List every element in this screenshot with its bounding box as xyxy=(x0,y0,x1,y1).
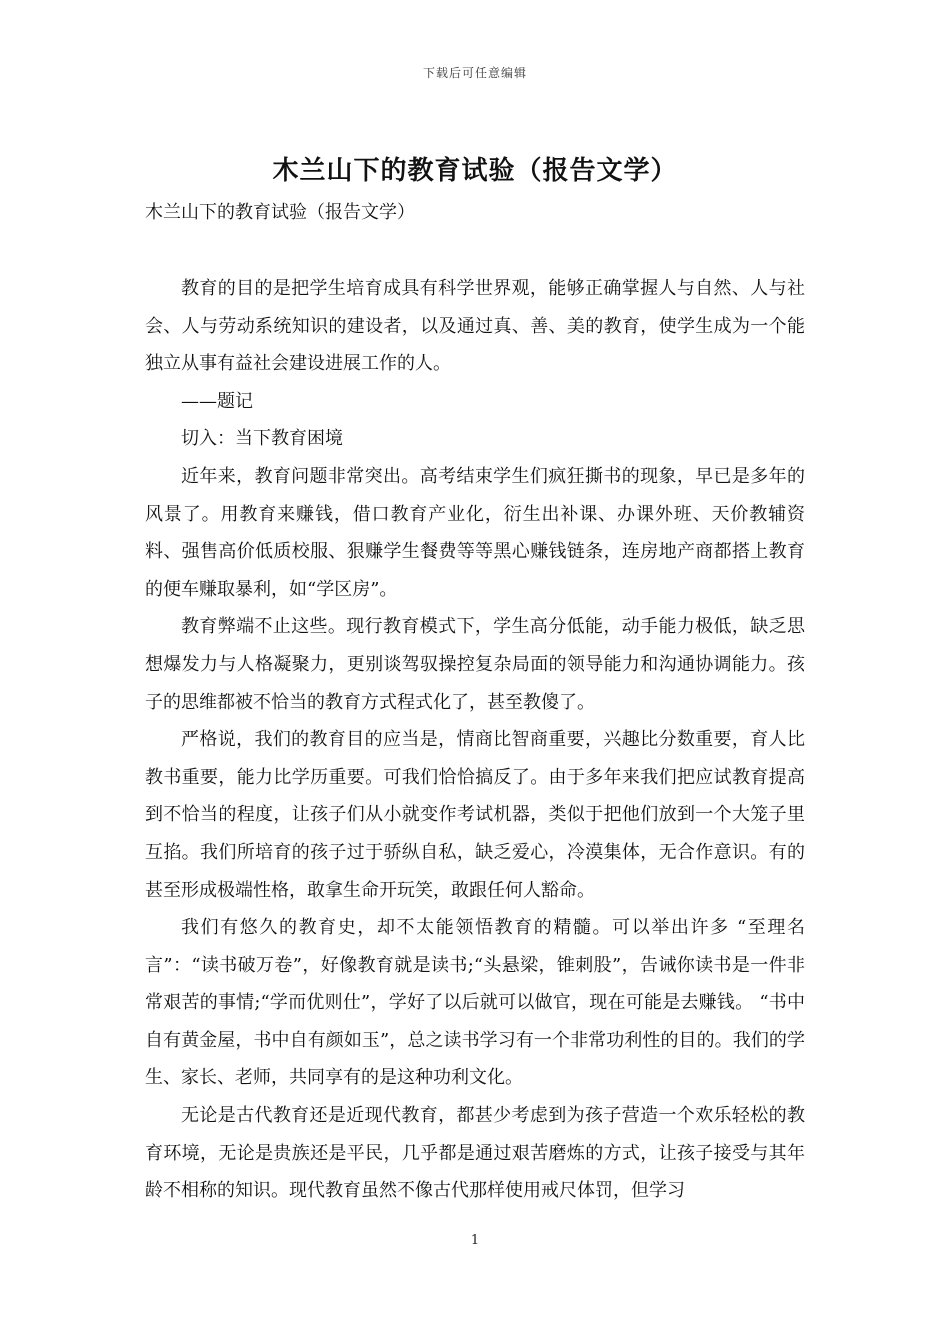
document-subtitle: 木兰山下的教育试验（报告文学） xyxy=(145,202,415,223)
paragraph: 近年来，教育问题非常突出。高考结束学生们疯狂撕书的现象，早已是多年的风景了。用教育来赚钱，借口教育产业化，衍生出补课、办课外班、天价教辅资料、强售高价低质校服、狠赚学生餐费等等黑心赚钱链条，连房地产商都搭上教育的便车赚取暴利，如“学区房”。 xyxy=(145,465,805,600)
paragraph-epigraph: 教育的目的是把学生培育成具有科学世界观，能够正确掌握人与自然、人与社会、人与劳动系统知识的建设者，以及通过真、善、美的教育，使学生成为一个能独立从事有益社会建设进展工作的人。 xyxy=(145,278,805,375)
paragraph: 我们有悠久的教育史，却不太能领悟教育的精髓。可以举出许多 “至理名言”：“读书破万卷”，好像教育就是读书;“头悬梁，锥刺股”，告诫你读书是一件非常艰苦的事情;“学而优则仕”，学好了以后就可以做官，现在可能是去赚钱。 “书中自有黄金屋，书中自有颜如玉”，总之读书学习有一个非常功利性的目的。我们的学生、家长、老师，共同享有的是这种功利文化。 xyxy=(145,917,805,1089)
page-number: 1 xyxy=(470,1233,480,1248)
document-title: 木兰山下的教育试验（报告文学） xyxy=(272,156,678,186)
paragraph: 严格说，我们的教育目的应当是，情商比智商重要，兴趣比分数重要，育人比教书重要，能力比学历重要。可我们恰恰搞反了。由于多年来我们把应试教育提高到不恰当的程度，让孩子们从小就变作考试机器，类似于把他们放到一个大笼子里互掐。我们所培育的孩子过于骄纵自私，缺乏爱心，冷漠集体，无合作意识。有的甚至形成极端性格，敢拿生命开玩笑，敢跟任何人豁命。 xyxy=(145,729,805,901)
paragraph-epigraph-attribution: ——题记 xyxy=(181,390,253,412)
header-note: 下载后可任意编辑 xyxy=(422,66,527,80)
document-body xyxy=(145,270,805,1210)
section-heading: 切入：当下教育困境 xyxy=(181,428,343,450)
paragraph: 教育弊端不止这些。现行教育模式下，学生高分低能，动手能力极低，缺乏思想爆发力与人格凝聚力，更别谈驾驭操控复杂局面的领导能力和沟通协调能力。孩子的思维都被不恰当的教育方式程式化了，甚至教傻了。 xyxy=(145,616,805,713)
paragraph: 无论是古代教育还是近现代教育，都甚少考虑到为孩子营造一个欢乐轻松的教育环境，无论是贵族还是平民，几乎都是通过艰苦磨炼的方式，让孩子接受与其年龄不相称的知识。现代教育虽然不像古代那样使用戒尺体罚，但学习 xyxy=(145,1105,805,1202)
